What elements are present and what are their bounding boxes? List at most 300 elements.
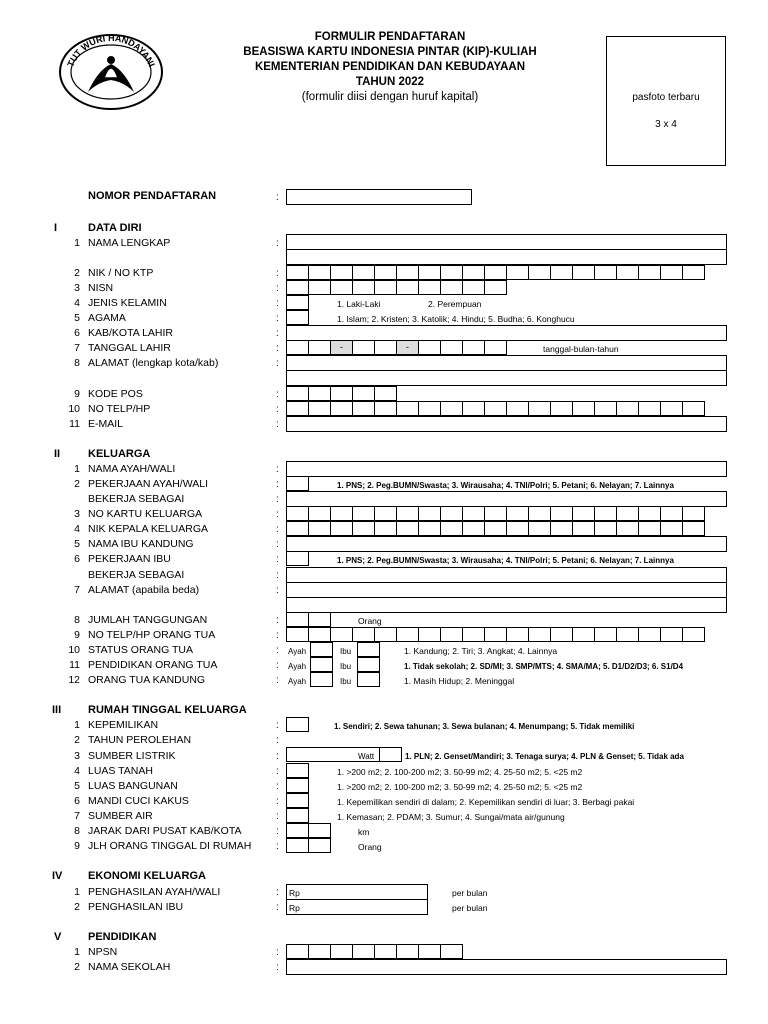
field-label: NO TELP/HP ORANG TUA [88,629,216,641]
digit-cell[interactable] [682,521,705,536]
colon: : [276,796,279,807]
digit-cell[interactable] [462,280,485,295]
digit-cell[interactable] [440,280,463,295]
digit-cell[interactable] [374,401,397,416]
digit-cell[interactable] [374,340,397,355]
section-roman: IV [52,870,63,882]
pekerjaan-ibu-input[interactable] [286,551,309,566]
field-number: 8 [74,825,80,837]
option-text: 1. Kemasan; 2. PDAM; 3. Sumur; 4. Sungai/mata air/gunung [337,812,565,822]
digit-cell[interactable] [374,627,397,642]
field-number: 5 [74,312,80,324]
digit-cell[interactable] [374,386,397,401]
digit-cell[interactable] [418,280,441,295]
digit-cell[interactable] [462,401,485,416]
digit-cell[interactable] [418,401,441,416]
digit-cell[interactable] [308,521,331,536]
unit-text: km [358,827,370,837]
digit-cell[interactable] [418,944,441,959]
digit-cell[interactable] [308,838,331,853]
digit-cell[interactable] [484,265,507,280]
digit-cell[interactable] [484,627,507,642]
nama-ayah-input[interactable] [286,461,727,477]
digit-cell[interactable] [462,506,485,521]
photo-label: pasfoto terbaru [632,92,700,103]
field-label: TANGGAL LAHIR [88,342,171,354]
digit-cell[interactable] [682,401,705,416]
digit-cell[interactable] [308,401,331,416]
digit-cell[interactable] [660,521,683,536]
digit-cell[interactable] [308,612,331,627]
field-number: 5 [74,538,80,550]
digit-cell[interactable] [352,521,375,536]
alamat-input-2[interactable] [286,370,727,386]
field-number: 2 [74,267,80,279]
digit-cell[interactable] [308,386,331,401]
section-title: KELUARGA [88,448,151,460]
digit-cell[interactable] [616,401,639,416]
field-label: PEKERJAAN AYAH/WALI [88,478,209,490]
digit-cell[interactable] [572,521,595,536]
digit-cell[interactable] [484,340,507,355]
photo-box[interactable] [606,36,726,166]
digit-cell[interactable] [396,521,419,536]
digit-cell[interactable] [660,627,683,642]
digit-cell[interactable] [506,627,529,642]
kepemilikan-input[interactable] [286,717,309,732]
field-label: BEKERJA SEBAGAI [88,493,185,505]
status-ayah-input[interactable] [310,642,333,657]
field-number: 6 [74,553,80,565]
digit-cell[interactable] [462,627,485,642]
section-roman: III [52,704,62,716]
jumlah-tanggungan-grid[interactable] [286,612,330,627]
option-text: 1. Sendiri; 2. Sewa tahunan; 3. Sewa bulanan; 4. Menumpang; 5. Tidak memiliki [334,722,635,731]
digit-cell[interactable] [440,506,463,521]
luas-tanah-input[interactable] [286,763,309,778]
colon: : [276,675,279,686]
option-text: 1. PNS; 2. Peg.BUMN/Swasta; 3. Wirausaha; 4. TNI/Polri; 5. Petani; 6. Nelayan; 7. Lainnya [337,556,674,565]
digit-cell[interactable] [484,401,507,416]
colon: : [276,313,279,324]
digit-cell[interactable] [308,944,331,959]
digit-cell[interactable] [418,521,441,536]
section-roman: V [54,931,62,943]
digit-cell[interactable] [330,265,353,280]
digit-cell[interactable] [594,265,617,280]
digit-cell[interactable] [462,521,485,536]
digit-cell[interactable] [374,521,397,536]
digit-cell[interactable] [682,265,705,280]
digit-cell[interactable] [550,401,573,416]
digit-cell[interactable] [572,265,595,280]
colon: : [276,962,279,973]
nomor-pendaftaran-input[interactable] [286,189,472,205]
digit-cell[interactable] [352,386,375,401]
digit-cell[interactable] [374,944,397,959]
colon: : [276,283,279,294]
digit-cell[interactable] [440,944,463,959]
colon: : [276,554,279,565]
jumlah-penghuni-grid[interactable] [286,838,330,853]
digit-cell[interactable] [330,506,353,521]
form-year: TAHUN 2022 [355,76,425,88]
digit-cell[interactable] [440,265,463,280]
digit-cell[interactable] [594,627,617,642]
form-subtitle: BEASISWA KARTU INDONESIA PINTAR (KIP)-KULIAH [243,46,537,58]
colon: : [276,192,279,203]
digit-cell[interactable] [484,280,507,295]
digit-cell[interactable] [550,506,573,521]
field-label: NIK / NO KTP [88,267,154,279]
digit-cell[interactable] [440,521,463,536]
digit-cell[interactable] [660,265,683,280]
digit-cell[interactable] [286,386,309,401]
digit-cell[interactable] [352,401,375,416]
nomor-pendaftaran-label: NOMOR PENDAFTARAN [88,190,217,202]
field-label: JLH ORANG TINGGAL DI RUMAH [88,840,252,852]
digit-cell[interactable] [660,401,683,416]
form-header [210,30,570,105]
ministry-name: KEMENTERIAN PENDIDIKAN DAN KEBUDAYAAN [254,61,526,73]
nama-sekolah-input[interactable] [286,959,727,975]
status-ibu-input[interactable] [357,642,380,657]
digit-cell[interactable] [528,265,551,280]
field-number: 4 [74,297,80,309]
colon: : [276,781,279,792]
digit-cell[interactable] [506,506,529,521]
field-number: 2 [74,901,80,913]
option-text: 2. Perempuan [428,299,482,309]
field-label: KAB/KOTA LAHIR [88,327,173,339]
digit-cell[interactable] [418,265,441,280]
option-text: 1. Kepemilikan sendiri di dalam; 2. Kepemilikan sendiri di luar; 3. Berbagi pakai [337,797,635,807]
digit-cell[interactable] [374,506,397,521]
field-label: LUAS BANGUNAN [88,780,178,792]
form-note: (formulir diisi dengan huruf kapital) [301,91,479,103]
digit-cell[interactable] [352,944,375,959]
digit-cell[interactable] [528,401,551,416]
option-text: 1. >200 m2; 2. 100-200 m2; 3. 50-99 m2; 4. 25-50 m2; 5. <25 m2 [337,767,583,777]
digit-cell[interactable] [594,506,617,521]
digit-cell[interactable] [594,401,617,416]
field-number: 4 [74,523,80,535]
field-number: 1 [74,719,80,731]
tanggal-lahir-grid[interactable] [286,340,506,355]
field-number: 3 [74,282,80,294]
colon: : [276,660,279,671]
digit-cell[interactable] [506,401,529,416]
field-number: 9 [74,629,80,641]
unit-text: per bulan [452,903,488,913]
field-label: PENGHASILAN AYAH/WALI [88,886,221,898]
field-number: 2 [74,734,80,746]
field-label: ALAMAT (apabila beda) [88,584,200,596]
digit-cell[interactable] [418,340,441,355]
digit-cell[interactable] [418,627,441,642]
colon: : [276,539,279,550]
digit-cell[interactable] [286,627,309,642]
nama-lengkap-input[interactable] [286,234,727,250]
colon: : [276,524,279,535]
svg-text:TUT WURI HANDAYANI: TUT WURI HANDAYANI [65,32,157,69]
currency-prefix: Rp [289,888,300,898]
digit-cell[interactable] [572,506,595,521]
digit-cell[interactable] [396,401,419,416]
colon: : [276,343,279,354]
ibu-label: Ibu [340,677,352,686]
colon: : [276,645,279,656]
digit-cell[interactable] [462,340,485,355]
digit-cell[interactable] [286,401,309,416]
digit-cell[interactable] [440,401,463,416]
digit-cell[interactable] [638,401,661,416]
section-title: PENDIDIKAN [88,931,157,943]
colon: : [276,826,279,837]
digit-cell[interactable] [440,627,463,642]
digit-cell[interactable] [396,265,419,280]
digit-cell[interactable] [638,521,661,536]
field-label: JARAK DARI PUSAT KAB/KOTA [88,825,242,837]
ortu-ayah-input[interactable] [310,672,333,687]
luas-bangunan-input[interactable] [286,778,309,793]
digit-cell[interactable] [286,265,309,280]
pekerjaan-ayah-input[interactable] [286,476,309,491]
field-number: 8 [74,357,80,369]
digit-cell[interactable] [616,265,639,280]
field-label: NAMA AYAH/WALI [88,463,176,475]
colon: : [276,358,279,369]
digit-cell[interactable] [352,506,375,521]
ortu-ibu-input[interactable] [357,672,380,687]
field-label: BEKERJA SEBAGAI [88,569,185,581]
field-label: JENIS KELAMIN [88,297,167,309]
digit-cell[interactable] [638,506,661,521]
option-text: 1. PLN; 2. Genset/Mandiri; 3. Tenaga surya; 4. PLN & Genset; 5. Tidak ada [405,752,684,761]
field-number: 6 [74,327,80,339]
field-number: 2 [74,478,80,490]
agama-input[interactable] [286,310,309,325]
field-label: ORANG TUA KANDUNG [88,674,206,686]
field-label: SUMBER LISTRIK [88,750,176,762]
digit-cell[interactable] [286,838,309,853]
email-input[interactable] [286,416,727,432]
field-label: KEPEMILIKAN [88,719,159,731]
field-number: 7 [74,810,80,822]
digit-cell[interactable] [572,401,595,416]
digit-cell[interactable] [308,280,331,295]
alamat-ortu-input-2[interactable] [286,597,727,613]
no-telp-ortu-grid[interactable] [286,627,704,642]
alamat-input[interactable] [286,355,727,371]
ibu-label: Ibu [340,662,352,671]
digit-cell[interactable] [616,627,639,642]
unit-text: per bulan [452,888,488,898]
alamat-ortu-input[interactable] [286,582,727,598]
field-label: NO TELP/HP [88,403,151,415]
digit-cell[interactable] [352,627,375,642]
colon: : [276,751,279,762]
colon: : [276,404,279,415]
pendidikan-ayah-input[interactable] [310,657,333,672]
digit-cell[interactable] [484,521,507,536]
digit-cell[interactable] [286,340,309,355]
digit-cell[interactable] [286,612,309,627]
field-number: 1 [74,237,80,249]
digit-cell[interactable] [638,627,661,642]
digit-cell[interactable] [550,521,573,536]
digit-cell[interactable] [286,823,309,838]
date-hint: tanggal-bulan-tahun [543,344,619,354]
digit-cell[interactable] [330,627,353,642]
penghasilan-ibu-input[interactable] [286,899,428,915]
field-label: PENDIDIKAN ORANG TUA [88,659,218,671]
colon: : [276,630,279,641]
npsn-grid[interactable] [286,944,462,959]
digit-cell[interactable] [572,627,595,642]
ayah-label: Ayah [288,677,307,686]
field-label: TAHUN PEROLEHAN [88,734,192,746]
digit-cell[interactable] [396,627,419,642]
field-number: 2 [74,961,80,973]
mck-input[interactable] [286,793,309,808]
field-number: 6 [74,795,80,807]
kab-kota-lahir-input[interactable] [286,325,727,341]
penghasilan-ayah-input[interactable] [286,884,428,900]
digit-cell[interactable] [396,506,419,521]
digit-cell[interactable] [308,823,331,838]
field-number: 4 [74,765,80,777]
jarak-grid[interactable] [286,823,330,838]
digit-cell[interactable] [286,280,309,295]
digit-cell[interactable] [550,627,573,642]
colon: : [276,464,279,475]
section-title: EKONOMI KELUARGA [88,870,206,882]
unit-text: Watt [358,752,375,761]
digit-cell[interactable] [506,265,529,280]
field-label: KODE POS [88,388,143,400]
digit-cell[interactable] [528,627,551,642]
digit-cell[interactable] [484,506,507,521]
currency-prefix: Rp [289,903,300,913]
digit-cell[interactable] [308,506,331,521]
sumber-air-input[interactable] [286,808,309,823]
field-label: JUMLAH TANGGUNGAN [88,614,208,626]
colon: : [276,268,279,279]
field-number: 10 [68,403,80,415]
digit-cell[interactable] [308,627,331,642]
field-label: NAMA LENGKAP [88,237,171,249]
section-roman: II [54,448,61,460]
field-number: 9 [74,388,80,400]
colon: : [276,298,279,309]
digit-cell[interactable] [462,265,485,280]
digit-cell[interactable] [352,340,375,355]
digit-cell[interactable] [374,280,397,295]
digit-cell[interactable] [506,521,529,536]
digit-cell[interactable] [682,506,705,521]
colon: : [276,902,279,913]
option-text: 1. Masih Hidup; 2. Meninggal [404,676,515,686]
field-number: 7 [74,584,80,596]
digit-cell[interactable] [616,521,639,536]
digit-cell[interactable] [528,506,551,521]
digit-cell[interactable] [330,386,353,401]
ayah-label: Ayah [288,662,307,671]
digit-cell[interactable] [418,506,441,521]
ibu-label: Ibu [340,647,352,656]
digit-cell[interactable] [440,340,463,355]
no-kk-grid[interactable] [286,506,704,521]
digit-cell[interactable] [396,280,419,295]
digit-cell[interactable] [308,340,331,355]
digit-cell[interactable] [308,265,331,280]
field-label: NPSN [88,946,118,958]
digit-cell[interactable] [330,280,353,295]
digit-cell[interactable] [396,944,419,959]
digit-cell[interactable] [352,280,375,295]
digit-cell[interactable] [286,506,309,521]
photo-size: 3 x 4 [655,119,677,130]
nama-ibu-input[interactable] [286,536,727,552]
digit-cell[interactable] [660,506,683,521]
field-number: 1 [74,886,80,898]
kode-pos-grid[interactable] [286,386,396,401]
colon: : [276,479,279,490]
nisn-grid[interactable] [286,280,506,295]
digit-cell[interactable] [286,944,309,959]
jenis-kelamin-input[interactable] [286,295,309,310]
colon: : [276,766,279,777]
option-text: 1. PNS; 2. Peg.BUMN/Swasta; 3. Wirausaha; 4. TNI/Polri; 5. Petani; 6. Nelayan; 7. Lainnya [337,481,674,490]
digit-cell[interactable] [352,265,375,280]
field-number: 7 [74,342,80,354]
colon: : [276,419,279,430]
sumber-listrik-input[interactable] [379,747,402,762]
field-label: PEKERJAAN IBU [88,553,171,565]
form-title: FORMULIR PENDAFTARAN [314,31,466,43]
digit-cell[interactable] [616,506,639,521]
field-number: 3 [74,508,80,520]
pendidikan-ibu-input[interactable] [357,657,380,672]
field-label: ALAMAT (lengkap kota/kab) [88,357,219,369]
field-label: NO KARTU KELUARGA [88,508,203,520]
colon: : [276,238,279,249]
nama-lengkap-input-2[interactable] [286,249,727,265]
nik-kepala-keluarga-grid[interactable] [286,521,704,536]
digit-cell[interactable] [682,627,705,642]
section-roman: I [54,222,58,234]
digit-cell[interactable] [330,521,353,536]
digit-cell[interactable] [638,265,661,280]
digit-cell[interactable] [330,401,353,416]
digit-cell[interactable] [594,521,617,536]
digit-cell[interactable] [550,265,573,280]
digit-cell[interactable] [286,521,309,536]
field-number: 3 [74,750,80,762]
bekerja-sebagai-ayah-input[interactable] [286,491,727,507]
digit-cell[interactable] [330,944,353,959]
colon: : [276,328,279,339]
digit-cell[interactable] [528,521,551,536]
colon: : [276,570,279,581]
colon: : [276,615,279,626]
no-telp-grid[interactable] [286,401,704,416]
digit-cell[interactable] [374,265,397,280]
bekerja-sebagai-ibu-input[interactable] [286,567,727,583]
option-text: 1. Laki-Laki [337,299,381,309]
nik-grid[interactable] [286,265,704,280]
